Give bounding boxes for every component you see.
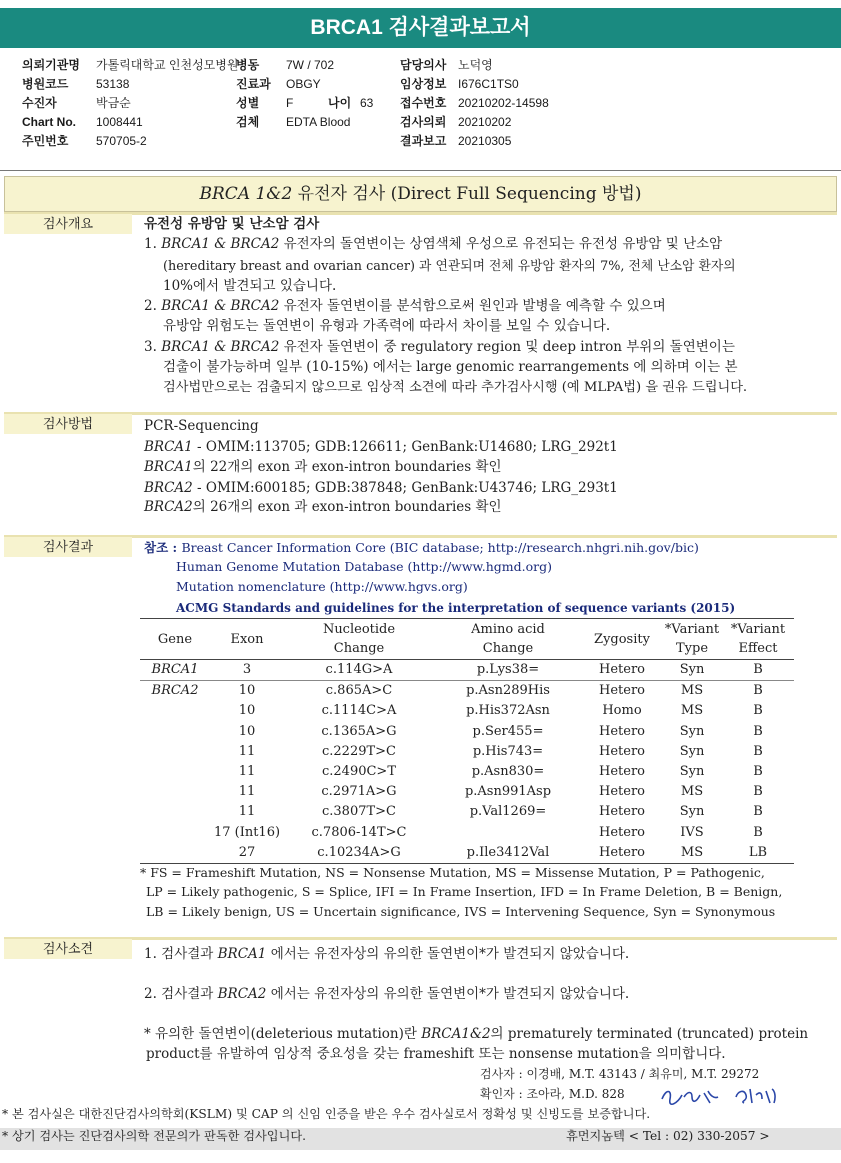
cell-variant-effect: B [753,723,763,739]
cell-variant-effect: B [753,804,763,820]
cell-variant-effect: B [753,703,763,719]
footer-note: * 상기 검사는 진단검사의학 전문의가 판독한 검사입니다. [2,1129,306,1143]
header-label-patient: 수진자 [22,96,57,110]
cell-exon: 11 [238,764,256,780]
col-header-gene: Gene [157,631,193,647]
report-title: BRCA1 검사결과보고서 [0,8,841,48]
cell-variant-type: MS [680,784,704,800]
legend-line2: LP = Likely pathogenic, S = Splice, IFI = In Frame Insertion, IFD = In Frame Deletion, B = Benign, [146,884,783,899]
header-label-chart-no: Chart No. [22,115,76,129]
method-brca2-exons: BRCA2의 26개의 exon 과 exon-intron boundaries 확인 [144,499,502,515]
table-row [140,823,794,843]
cell-amino-acid [434,823,582,843]
handwritten-signature [658,1083,788,1107]
header-value-clinical-info: I676C1TS0 [458,77,519,91]
method-brca1-exons: BRCA1의 22개의 exon 과 exon-intron boundaries 확인 [144,459,502,475]
variant-table [140,618,794,864]
cell-nucleotide: c.10234A>G [284,843,434,864]
reference-hgvs: Mutation nomenclature (http://www.hgvs.org) [176,579,468,594]
cell-variant-effect: B [753,824,763,840]
table-row [140,660,794,681]
method-brca2-ids: BRCA2 - OMIM:600185; GDB:387848; GenBank:U43746; LRG_293t1 [144,480,618,496]
cell-variant-effect: B [753,784,763,800]
cell-amino-acid: p.Asn991Asp [464,784,552,800]
overview-p2-line2: 유방암 위험도는 돌연변이 유형과 가족력에 따라서 차이를 보일 수 있습니다. [163,318,611,334]
header-label-age: 나이 [328,96,352,110]
opinion-note-line2: product를 유발하여 임상적 중요성을 갖는 frameshift 또는 nonsense mutation을 의미합니다. [146,1046,726,1062]
cell-exon: 27 [210,843,284,864]
cell-nucleotide: c.3807T>C [321,804,396,820]
header-label-doctor: 담당의사 [400,58,447,72]
cell-gene [140,762,210,782]
overview-p2: 2. BRCA1 & BRCA2 유전자 돌연변이를 분석함으로써 원인과 발병을 예측할 수 있으며 [144,298,666,314]
cell-zygosity: Hetero [599,683,645,699]
cell-exon: 10 [238,703,256,719]
col-header-variant-effect: *Variant Effect [730,622,786,656]
cell-zygosity: Homo [602,703,642,719]
header-value-resident-no: 570705-2 [96,134,147,148]
signoff-tester: 검사자 : 이경배, M.T. 43143 / 최유미, M.T. 29272 [480,1067,760,1081]
reference-hgmd: Human Genome Mutation Database (http://www.hgmd.org) [176,559,553,574]
table-row [140,742,794,762]
header-value-institution: 가톨릭대학교 인천성모병원 [96,58,239,72]
cell-exon: 3 [210,660,284,681]
section-label-result: 검사결과 [4,537,132,557]
main-title: BRCA 1&2 유전자 검사 (Direct Full Sequencing 방법) [199,184,642,204]
header-label-hospital-code: 병원코드 [22,77,69,91]
table-row [140,782,794,802]
header-label-resident-no: 주민번호 [22,134,69,148]
cell-zygosity: Hetero [599,804,645,820]
header-value-chart-no: 1008441 [96,115,143,129]
cell-gene [140,701,210,721]
header-label-department: 진료과 [236,77,271,91]
cell-exon: 10 [238,683,256,699]
cell-amino-acid: p.Asn289His [466,683,550,699]
overview-p3: 3. BRCA1 & BRCA2 유전자 돌연변이 중 regulatory region 및 deep intron 부위의 돌연변이는 [144,339,735,355]
header-value-patient: 박금순 [96,96,131,110]
overview-p3-line2: 검출이 불가능하며 일부 (10-15%) 에서는 large genomic rearrangements 에 의하며 이는 본 [163,359,738,375]
cell-zygosity: Hetero [599,784,645,800]
section-label-overview: 검사개요 [4,214,132,234]
cell-variant-effect: B [722,660,794,681]
cell-amino-acid: p.His743= [472,743,544,759]
cell-nucleotide: c.114G>A [284,660,434,681]
cell-nucleotide: c.1365A>G [321,723,397,739]
header-label-ward: 병동 [236,58,260,72]
cell-gene [140,823,210,843]
cell-nucleotide: c.2971A>G [321,784,397,800]
cell-nucleotide: c.7806-14T>C [311,824,407,840]
table-header-row [140,619,794,660]
reference-acmg: ACMG Standards and guidelines for the interpretation of sequence variants (2015) [176,601,736,615]
header-value-ward: 7W / 702 [286,58,335,72]
header-value-hospital-code: 53138 [96,77,130,91]
cell-gene: BRCA2 [151,683,199,699]
col-header-nucleotide: Nucleotide Change [322,622,396,656]
table-row [140,802,794,822]
cell-variant-effect: B [753,743,763,759]
table-row [140,681,794,702]
header-label-receipt-no: 접수번호 [400,96,447,110]
signoff-confirmer: 확인자 : 조아라, M.D. 828 [480,1087,625,1101]
cell-variant-type: Syn [679,804,705,820]
header-label-sex: 성별 [236,96,260,110]
col-header-exon: Exon [230,631,264,647]
cell-gene [140,843,210,864]
cell-amino-acid: p.Val1269= [469,804,547,820]
opinion-brca2: 2. 검사결과 BRCA2 에서는 유전자상의 유의한 돌연변이*가 발견되지 않았습니다. [144,986,630,1002]
cell-variant-type: Syn [662,660,722,681]
cell-nucleotide: c.2490C>T [321,764,396,780]
col-header-variant-type: *Variant Type [664,622,720,656]
cell-exon: 11 [238,784,256,800]
cell-amino-acid: p.Asn830= [471,764,545,780]
footer-contact: 휴먼지놈텍 < Tel : 02) 330-2057 > [566,1129,770,1143]
table-row [140,701,794,721]
overview-heading: 유전성 유방암 및 난소암 검사 [144,216,320,232]
cell-zygosity: Hetero [599,764,645,780]
section-label-method: 검사방법 [4,414,132,434]
opinion-brca1: 1. 검사결과 BRCA1 에서는 유전자상의 유의한 돌연변이*가 발견되지 않았습니다. [144,946,630,962]
cell-exon: 10 [238,723,256,739]
header-label-report-date: 결과보고 [400,134,447,148]
header-label-specimen: 검체 [236,115,260,129]
header-value-report-date: 20210305 [458,134,512,148]
col-header-amino-acid: Amino acid Change [471,622,545,656]
col-header-zygosity: Zygosity [594,631,650,647]
cell-amino-acid: p.Lys38= [434,660,582,681]
cell-gene [140,782,210,802]
cell-variant-type: Syn [679,743,705,759]
cell-variant-effect: B [753,764,763,780]
header-value-age: 63 [360,96,374,110]
cell-zygosity: Hetero [582,660,662,681]
cell-variant-effect: B [753,683,763,699]
cell-zygosity: Hetero [599,743,645,759]
header-divider [0,170,841,171]
header-value-department: OBGY [286,77,321,91]
cell-variant-type: Syn [679,764,705,780]
cell-nucleotide: c.865A>C [325,683,393,699]
header-value-receipt-no: 20210202-14598 [458,96,549,110]
cell-amino-acid: p.Ile3412Val [434,843,582,864]
header-value-request-date: 20210202 [458,115,512,129]
cell-variant-type: Syn [679,723,705,739]
header-value-specimen: EDTA Blood [286,115,351,129]
table-row [140,762,794,782]
header-label-clinical-info: 임상정보 [400,77,447,91]
method-line1: PCR-Sequencing [144,418,259,434]
table-row [140,722,794,742]
overview-p3-line3: 검사법만으로는 검출되지 않으므로 임상적 소견에 따라 추가검사시행 (예 MLPA법) 을 권유 드립니다. [163,380,748,395]
cell-nucleotide: c.2229T>C [321,743,396,759]
method-brca1-ids: BRCA1 - OMIM:113705; GDB:126611; GenBank:U14680; LRG_292t1 [144,439,618,455]
table-row [140,843,794,864]
cell-variant-type: MS [680,703,704,719]
footer-accreditation: * 본 검사실은 대한진단검사의학회(KSLM) 및 CAP 의 신임 인증을 받은 우수 검사실로서 정확성 및 신빙도를 보증합니다. [2,1107,651,1121]
legend-line1: * FS = Frameshift Mutation, NS = Nonsense Mutation, MS = Missense Mutation, P = Pathogenic, [140,865,765,880]
header-label-request-date: 검사의뢰 [400,115,447,129]
header-value-doctor: 노덕영 [458,58,493,72]
cell-gene: BRCA1 [140,660,210,681]
cell-zygosity: Hetero [582,843,662,864]
cell-nucleotide: c.1114C>A [321,703,397,719]
cell-zygosity: Hetero [599,723,645,739]
cell-variant-type: MS [662,843,722,864]
cell-exon: 11 [238,743,256,759]
cell-exon: 11 [238,804,256,820]
section-label-opinion: 검사소견 [4,939,132,959]
legend-line3: LB = Likely benign, US = Uncertain significance, IVS = Intervening Sequence, Syn = Synonymous [146,904,776,919]
cell-zygosity: Hetero [599,824,645,840]
cell-amino-acid: p.Ser455= [472,723,544,739]
header-row-institution: 의뢰기관명 [22,58,80,72]
overview-p1-line2: (hereditary breast and ovarian cancer) 과 연관되며 전체 유방암 환자의 7%, 전체 난소암 환자의 [163,259,736,274]
overview-p1-line3: 10%에서 발견되고 있습니다. [163,278,337,294]
cell-variant-type: MS [680,683,704,699]
header-value-sex: F [286,96,294,110]
reference-bic: 참조 : Breast Cancer Information Core (BIC database; http://research.nhgri.nih.gov/bic) [144,540,699,555]
cell-variant-effect: LB [722,843,794,864]
overview-p1: 1. BRCA1 & BRCA2 유전자의 돌연변이는 상염색체 우성으로 유전되는 유전성 유방암 및 난소암 [144,236,723,252]
cell-amino-acid: p.His372Asn [466,703,550,719]
cell-gene [140,722,210,742]
cell-gene [140,802,210,822]
cell-exon: 17 (Int16) [213,824,281,840]
cell-gene [140,742,210,762]
cell-variant-type: IVS [680,824,704,840]
opinion-note: * 유의한 돌연변이(deleterious mutation)란 BRCA1&2의 prematurely terminated (truncated) protein [144,1026,809,1042]
